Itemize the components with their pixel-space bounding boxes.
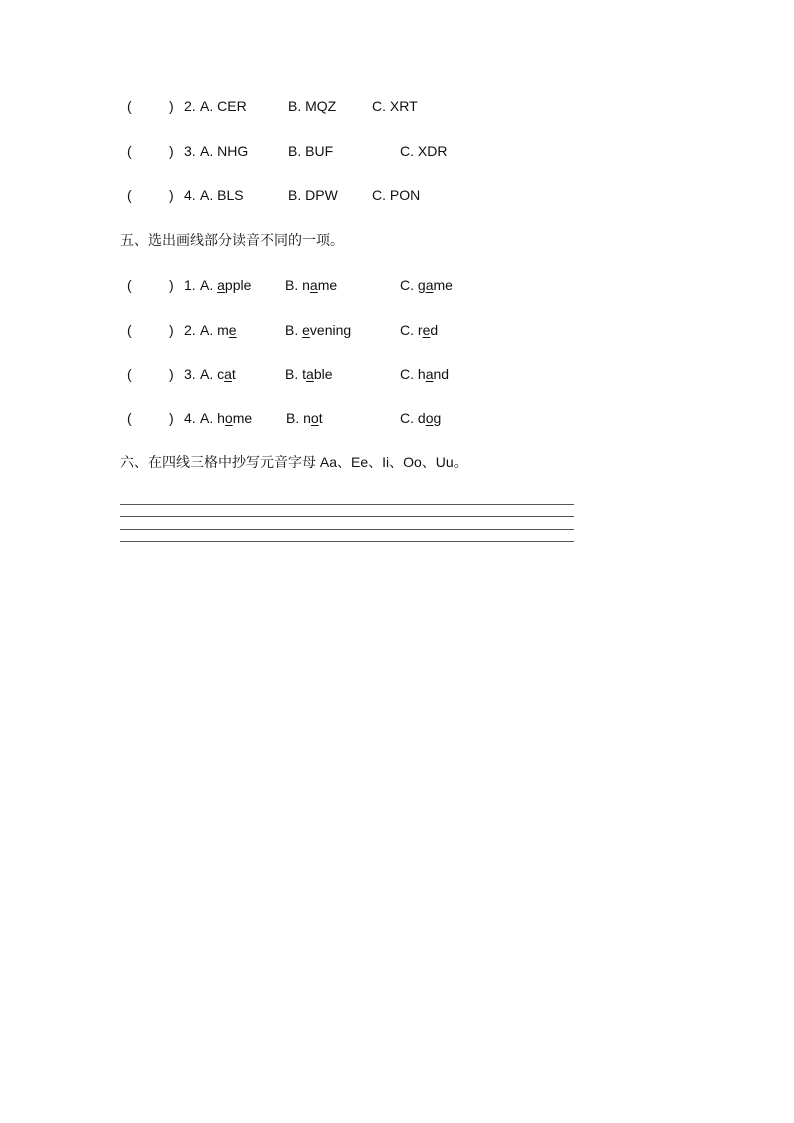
question-row — [120, 141, 580, 161]
answer-paren-open: ( — [127, 366, 132, 382]
underlined-letter: a — [425, 366, 434, 382]
underlined-letter: a — [306, 366, 314, 382]
option-a: A. NHG — [200, 143, 249, 159]
answer-paren-close: ) — [169, 410, 174, 426]
answer-paren-close: ) — [169, 187, 174, 203]
answer-paren-open: ( — [127, 410, 132, 426]
underlined-letter: e — [228, 322, 237, 338]
question-number: 3. — [184, 366, 196, 382]
underlined-letter: a — [224, 366, 232, 382]
underlined-letter: e — [302, 322, 310, 338]
option-a: A. me — [200, 322, 237, 338]
answer-paren-close: ) — [169, 143, 174, 159]
answer-paren-open: ( — [127, 143, 132, 159]
option-b: B. DPW — [288, 187, 338, 203]
question-row — [120, 275, 580, 295]
answer-paren-close: ) — [169, 322, 174, 338]
question-number: 3. — [184, 143, 196, 159]
underlined-letter: o — [425, 410, 434, 426]
underlined-letter: a — [217, 277, 225, 293]
section-6-title: 六、在四线三格中抄写元音字母 Aa、Ee、Ii、Oo、Uu。 — [120, 454, 468, 470]
question-number: 1. — [184, 277, 196, 293]
option-c: C. dog — [400, 410, 442, 426]
underlined-letter: a — [309, 277, 318, 293]
option-c: C. PON — [372, 187, 421, 203]
option-b: B. not — [286, 410, 323, 426]
answer-paren-open: ( — [127, 277, 132, 293]
underlined-letter: o — [310, 410, 319, 426]
option-a: A. BLS — [200, 187, 244, 203]
option-b: B. BUF — [288, 143, 334, 159]
grid-line — [120, 504, 574, 505]
question-number: 4. — [184, 410, 196, 426]
underlined-letter: o — [224, 410, 233, 426]
underlined-letter: a — [425, 277, 434, 293]
grid-line — [120, 529, 574, 530]
question-number: 2. — [184, 322, 196, 338]
question-number: 2. — [184, 98, 196, 114]
answer-paren-close: ) — [169, 98, 174, 114]
option-b: B. table — [285, 366, 333, 382]
option-a: A. home — [200, 410, 253, 426]
answer-paren-close: ) — [169, 366, 174, 382]
option-b: B. MQZ — [288, 98, 337, 114]
answer-paren-open: ( — [127, 187, 132, 203]
option-a: A. apple — [200, 277, 252, 293]
option-c: C. game — [400, 277, 453, 293]
option-b: B. name — [285, 277, 338, 293]
question-row — [120, 96, 580, 116]
section-5-title: 五、选出画线部分读音不同的一项。 — [120, 232, 344, 248]
question-row — [120, 408, 580, 428]
answer-paren-close: ) — [169, 277, 174, 293]
grid-line — [120, 516, 574, 517]
option-c: C. XDR — [400, 143, 448, 159]
underlined-letter: e — [422, 322, 431, 338]
grid-line — [120, 541, 574, 542]
question-number: 4. — [184, 187, 196, 203]
answer-paren-open: ( — [127, 322, 132, 338]
option-a: A. cat — [200, 366, 236, 382]
question-row — [120, 364, 580, 384]
option-c: C. hand — [400, 366, 450, 382]
option-a: A. CER — [200, 98, 247, 114]
question-row — [120, 320, 580, 340]
option-b: B. evening — [285, 322, 352, 338]
four-line-grid[interactable] — [120, 504, 574, 544]
answer-paren-open: ( — [127, 98, 132, 114]
question-row — [120, 185, 580, 205]
option-c: C. XRT — [372, 98, 418, 114]
option-c: C. red — [400, 322, 439, 338]
